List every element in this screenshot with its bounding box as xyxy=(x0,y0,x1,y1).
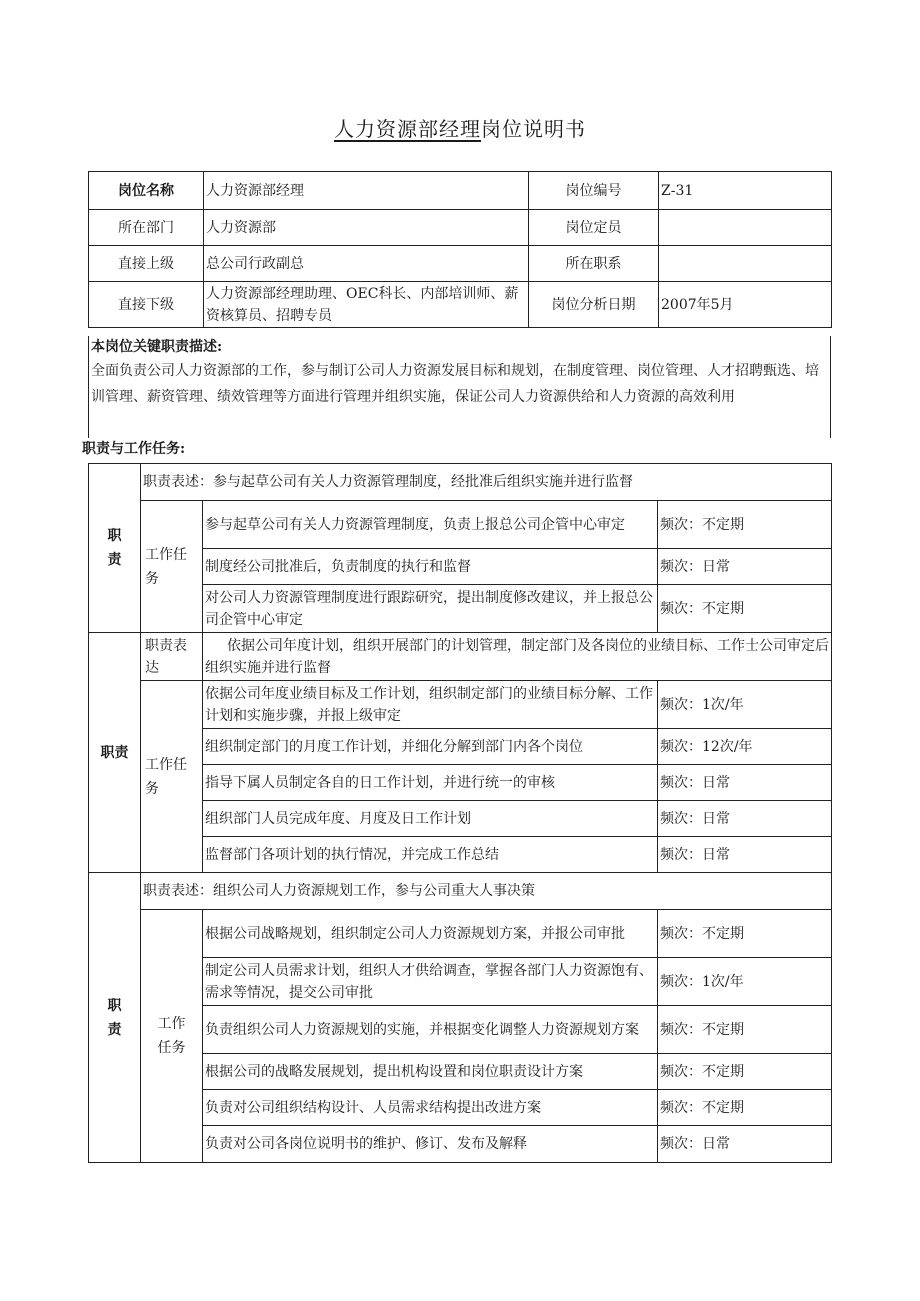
task-label-bottom: 务 xyxy=(145,780,159,797)
info-value: 人力资源部经理助理、OEC科长、内部培训师、薪资核算员、招聘专员 xyxy=(204,282,529,328)
duty-label: 职责 xyxy=(89,633,141,873)
duty-description: 依据公司年度计划，组织开展部门的计划管理，制定部门及各岗位的业绩目标、工作士公司审定后组织实施并进行监督 xyxy=(203,633,832,681)
info-value xyxy=(659,210,832,246)
task-group-label xyxy=(141,910,203,1163)
info-value: Z-31 xyxy=(659,172,832,210)
task-row xyxy=(89,681,832,729)
section-title: 职责与工作任务: xyxy=(82,441,186,457)
key-duty-block xyxy=(88,336,831,438)
task-text: 依据公司年度业绩目标及工作计划，组织制定部门的业绩目标分解、工作计划和实施步骤，并报上级审定 xyxy=(203,681,658,729)
duty-description: 职责表述：组织公司人力资源规划工作，参与公司重大人事决策 xyxy=(141,873,832,910)
info-row xyxy=(89,172,832,210)
task-frequency: 频次：日常 xyxy=(658,765,832,801)
task-label-top: 工作 xyxy=(157,1016,186,1032)
task-text: 制度经公司批准后，负责制度的执行和监督 xyxy=(203,549,658,585)
task-frequency: 频次：1次/年 xyxy=(658,958,832,1006)
duty-label xyxy=(89,873,141,1163)
duty-desc-row xyxy=(89,464,832,501)
task-text: 对公司人力资源管理制度进行跟踪研究，提出制度修改建议，并上报总公司企管中心审定 xyxy=(203,585,658,633)
task-text: 根据公司战略规划，组织制定公司人力资源规划方案，并报公司审批 xyxy=(203,910,658,958)
duty-label-bottom: 责 xyxy=(107,552,122,568)
position-info-table xyxy=(88,171,832,328)
info-label: 直接上级 xyxy=(89,246,204,282)
duty-desc-row xyxy=(89,873,832,910)
info-label: 所在部门 xyxy=(89,210,204,246)
title-rest: 岗位说明书 xyxy=(481,117,586,141)
task-frequency: 频次：1次/年 xyxy=(658,681,832,729)
info-row xyxy=(89,210,832,246)
document-title xyxy=(0,113,920,142)
title-underlined: 人力资源部经理 xyxy=(334,117,481,141)
key-duty-text: 全面负责公司人力资源部的工作，参与制订公司人力资源发展目标和规划，在制度管理、岗位管理、人才招聘甄选、培训管理、薪资管理、绩效管理等方面进行管理并组织实施，保证公司人力资源供给和人力资源的高效利用 xyxy=(91,363,819,405)
task-label-bottom: 务 xyxy=(145,570,159,587)
task-text: 根据公司的战略发展规划，提出机构设置和岗位职责设计方案 xyxy=(203,1054,658,1090)
task-row xyxy=(89,501,832,549)
duty-description: 职责表述：参与起草公司有关人力资源管理制度，经批准后组织实施并进行监督 xyxy=(141,464,832,501)
info-label: 岗位编号 xyxy=(529,172,659,210)
info-value: 人力资源部 xyxy=(204,210,529,246)
task-text: 制定公司人员需求计划，组织人才供给调查，掌握各部门人力资源饱有、需求等情况，提交公司审批 xyxy=(203,958,658,1006)
task-row xyxy=(89,910,832,958)
task-frequency: 频次：不定期 xyxy=(658,501,832,549)
info-value: 人力资源部经理 xyxy=(204,172,529,210)
task-frequency: 频次：日常 xyxy=(658,801,832,837)
task-frequency: 频次：不定期 xyxy=(658,585,832,633)
info-row xyxy=(89,246,832,282)
info-label: 岗位定员 xyxy=(529,210,659,246)
duty-desc-label: 职责表达 xyxy=(141,633,203,681)
duty-label-top: 职 xyxy=(107,528,122,544)
task-text: 组织制定部门的月度工作计划，并细化分解到部门内各个岗位 xyxy=(203,729,658,765)
task-label-bottom: 任务 xyxy=(157,1040,186,1056)
task-text: 组织部门人员完成年度、月度及日工作计划 xyxy=(203,801,658,837)
info-label: 所在职系 xyxy=(529,246,659,282)
task-text: 参与起草公司有关人力资源管理制度，负责上报总公司企管中心审定 xyxy=(203,501,658,549)
info-value: 总公司行政副总 xyxy=(204,246,529,282)
task-group-label xyxy=(141,501,203,633)
task-frequency: 频次：12次/年 xyxy=(658,729,832,765)
info-value: 2007年5月 xyxy=(659,282,832,328)
task-group-label xyxy=(141,681,203,873)
task-label-top: 工作任 xyxy=(145,756,187,773)
task-text: 负责对公司组织结构设计、人员需求结构提出改进方案 xyxy=(203,1090,658,1126)
info-label: 直接下级 xyxy=(89,282,204,328)
info-label: 岗位名称 xyxy=(89,172,204,210)
task-frequency: 频次：日常 xyxy=(658,1126,832,1163)
duty-label-bottom: 责 xyxy=(107,1021,122,1038)
duty-label xyxy=(89,464,141,633)
task-text: 监督部门各项计划的执行情况，并完成工作总结 xyxy=(203,837,658,873)
task-label-top: 工作任 xyxy=(145,546,187,563)
task-frequency: 频次：不定期 xyxy=(658,1006,832,1054)
task-frequency: 频次：不定期 xyxy=(658,1090,832,1126)
task-text: 指导下属人员制定各自的日工作计划，并进行统一的审核 xyxy=(203,765,658,801)
task-frequency: 频次：不定期 xyxy=(658,910,832,958)
duty-label-top: 职 xyxy=(107,997,122,1014)
task-text: 负责组织公司人力资源规划的实施，并根据变化调整人力资源规划方案 xyxy=(203,1006,658,1054)
duty-desc-row xyxy=(89,633,832,681)
info-row xyxy=(89,282,832,328)
info-label: 岗位分析日期 xyxy=(529,282,659,328)
duties-table xyxy=(88,463,832,1163)
task-text: 负责对公司各岗位说明书的维护、修订、发布及解释 xyxy=(203,1126,658,1163)
task-frequency: 频次：日常 xyxy=(658,549,832,585)
task-frequency: 频次：不定期 xyxy=(658,1054,832,1090)
info-value xyxy=(659,246,832,282)
task-frequency: 频次：日常 xyxy=(658,837,832,873)
key-duty-heading: 本岗位关键职责描述: xyxy=(91,339,223,355)
